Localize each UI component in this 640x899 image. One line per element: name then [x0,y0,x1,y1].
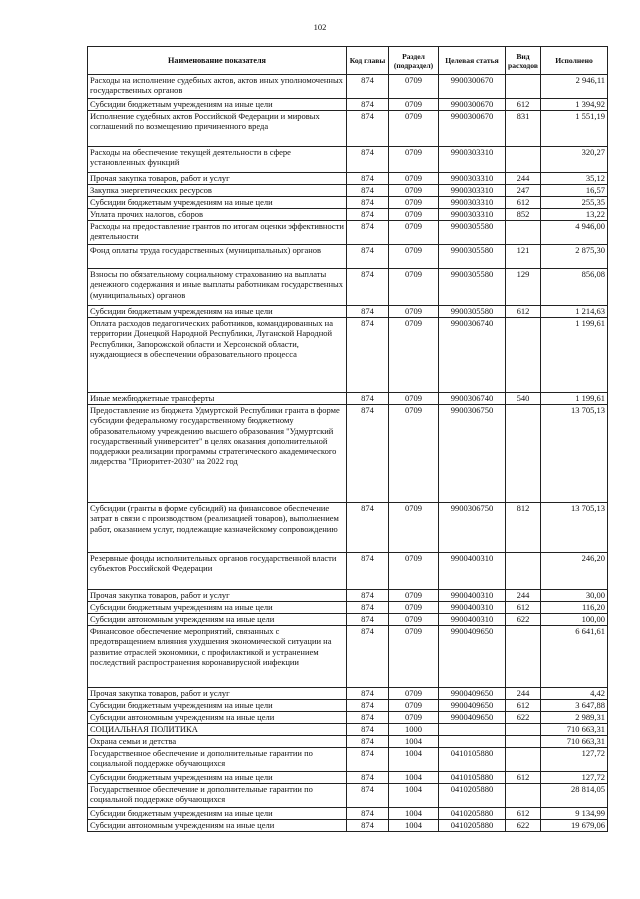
table-row [88,99,608,111]
row-code-cell: 874 [347,221,389,245]
row-expense-type-cell: 831 [506,111,541,147]
row-name-cell: Прочая закупка товаров, работ и услуг [88,173,347,185]
row-expense-type-cell: 622 [506,820,541,832]
row-section-cell: 0709 [389,700,439,712]
row-amount-cell: 710 663,31 [541,724,608,736]
table-row [88,393,608,405]
row-code-cell: 874 [347,209,389,221]
row-expense-type-cell [506,553,541,590]
row-code-cell: 874 [347,602,389,614]
table-row [88,245,608,269]
table-row [88,784,608,808]
table-row [88,700,608,712]
row-name-cell: Исполнение судебных актов Российской Федерации и мировых соглашений по возмещению причиненного вреда [88,111,347,147]
row-amount-cell: 4 946,00 [541,221,608,245]
row-section-cell: 0709 [389,626,439,688]
row-code-cell: 874 [347,712,389,724]
row-article-cell: 9900409650 [439,700,506,712]
row-name-cell: Финансовое обеспечение мероприятий, связанных с предотвращением влияния ухудшения экономической ситуации на развитие отраслей экономики, с профилактикой и устранением последствий распространения коронавирусной инфекции [88,626,347,688]
row-section-cell: 0709 [389,553,439,590]
row-code-cell: 874 [347,736,389,748]
row-amount-cell: 100,00 [541,614,608,626]
row-name-cell: Субсидии бюджетным учреждениям на иные цели [88,197,347,209]
row-section-cell: 0709 [389,712,439,724]
row-expense-type-cell [506,626,541,688]
row-amount-cell: 16,57 [541,185,608,197]
row-name-cell: Субсидии автономным учреждениям на иные цели [88,712,347,724]
header-code: Код главы [347,47,389,75]
row-expense-type-cell: 622 [506,614,541,626]
header-name: Наименование показателя [88,47,347,75]
row-article-cell: 9900409650 [439,688,506,700]
row-name-cell: Субсидии бюджетным учреждениям на иные цели [88,700,347,712]
row-article-cell: 9900400310 [439,614,506,626]
row-name-cell: Прочая закупка товаров, работ и услуг [88,688,347,700]
row-amount-cell: 6 641,61 [541,626,608,688]
row-amount-cell: 28 814,05 [541,784,608,808]
row-article-cell: 9900409650 [439,626,506,688]
row-amount-cell: 1 394,92 [541,99,608,111]
row-code-cell: 874 [347,626,389,688]
row-expense-type-cell: 622 [506,712,541,724]
table-row [88,626,608,688]
row-name-cell: Государственное обеспечение и дополнительные гарантии по социальной поддержке обучающихся [88,748,347,772]
row-code-cell: 874 [347,614,389,626]
row-name-cell: Субсидии бюджетным учреждениям на иные цели [88,602,347,614]
row-amount-cell: 1 551,19 [541,111,608,147]
row-name-cell: Резервные фонды исполнительных органов государственной власти субъектов Российской Федерации [88,553,347,590]
table-row [88,748,608,772]
row-article-cell: 9900300670 [439,99,506,111]
row-code-cell: 874 [347,245,389,269]
row-section-cell: 0709 [389,173,439,185]
row-amount-cell: 2 989,31 [541,712,608,724]
row-amount-cell: 2 946,11 [541,75,608,99]
row-expense-type-cell [506,318,541,393]
row-amount-cell: 1 199,61 [541,393,608,405]
row-code-cell: 874 [347,808,389,820]
table-row [88,553,608,590]
table-header-row [88,47,608,75]
row-name-cell: Оплата расходов педагогических работников, командированных на территории Донецкой Народной Республики, Луганской Народной Республики, Запорожской области и Херсонской области, нуждающиеся в обеспечении образовательного процесса [88,318,347,393]
row-code-cell: 874 [347,111,389,147]
table-row [88,736,608,748]
header-article: Целевая статья [439,47,506,75]
table-row [88,590,608,602]
table-body [88,75,608,832]
row-expense-type-cell: 129 [506,269,541,306]
row-amount-cell: 13 705,13 [541,503,608,553]
table-row [88,503,608,553]
row-article-cell: 9900305580 [439,221,506,245]
table-row [88,75,608,99]
row-code-cell: 874 [347,688,389,700]
row-section-cell: 0709 [389,245,439,269]
row-expense-type-cell [506,784,541,808]
row-code-cell: 874 [347,724,389,736]
row-code-cell: 874 [347,820,389,832]
row-article-cell: 9900303310 [439,209,506,221]
row-code-cell: 874 [347,173,389,185]
row-section-cell: 1004 [389,748,439,772]
row-expense-type-cell [506,221,541,245]
row-section-cell: 0709 [389,405,439,503]
row-section-cell: 1004 [389,784,439,808]
row-code-cell: 874 [347,405,389,503]
row-expense-type-cell: 540 [506,393,541,405]
row-code-cell: 874 [347,700,389,712]
row-code-cell: 874 [347,748,389,772]
row-expense-type-cell: 612 [506,306,541,318]
row-amount-cell: 13,22 [541,209,608,221]
row-name-cell: Государственное обеспечение и дополнительные гарантии по социальной поддержке обучающихся [88,784,347,808]
row-amount-cell: 856,08 [541,269,608,306]
row-section-cell: 1004 [389,772,439,784]
row-section-cell: 0709 [389,269,439,306]
row-amount-cell: 35,12 [541,173,608,185]
row-name-cell: Субсидии автономным учреждениям на иные цели [88,614,347,626]
row-article-cell: 9900303310 [439,185,506,197]
row-code-cell: 874 [347,99,389,111]
row-code-cell: 874 [347,147,389,173]
row-section-cell: 0709 [389,602,439,614]
row-section-cell: 1004 [389,736,439,748]
row-section-cell: 0709 [389,75,439,99]
table-row [88,306,608,318]
row-code-cell: 874 [347,185,389,197]
row-article-cell [439,736,506,748]
row-section-cell: 0709 [389,318,439,393]
row-name-cell: Субсидии автономным учреждениям на иные цели [88,820,347,832]
row-amount-cell: 1 214,63 [541,306,608,318]
row-amount-cell: 255,35 [541,197,608,209]
table-row [88,602,608,614]
row-expense-type-cell: 247 [506,185,541,197]
row-article-cell: 9900400310 [439,553,506,590]
table-row [88,111,608,147]
row-expense-type-cell: 612 [506,99,541,111]
row-section-cell: 0709 [389,614,439,626]
row-section-cell: 0709 [389,197,439,209]
row-article-cell: 9900305580 [439,269,506,306]
row-name-cell: Взносы по обязательному социальному страхованию на выплаты денежного содержания и иные выплаты работникам государственных (муниципальных) органов [88,269,347,306]
row-amount-cell: 320,27 [541,147,608,173]
row-section-cell: 0709 [389,99,439,111]
row-amount-cell: 4,42 [541,688,608,700]
header-expense-type: Вид расходов [506,47,541,75]
row-section-cell: 0709 [389,503,439,553]
row-article-cell: 9900300670 [439,75,506,99]
row-article-cell: 9900305580 [439,245,506,269]
row-article-cell: 9900306750 [439,405,506,503]
row-name-cell: Расходы на обеспечение текущей деятельности в сфере установленных функций [88,147,347,173]
table-row [88,147,608,173]
row-code-cell: 874 [347,393,389,405]
row-name-cell: Расходы на предоставление грантов по итогам оценки эффективности деятельности [88,221,347,245]
row-name-cell: Предоставление из бюджета Удмуртской Республики гранта в форме субсидии федеральному государственному бюджетному образовательному учреждению высшего образования "Удмуртский государственный университет" в целях оказания дополнительной поддержки реализации программы стратегического академического лидерства "Приоритет-2030" на 2022 год [88,405,347,503]
row-amount-cell: 246,20 [541,553,608,590]
row-amount-cell: 19 679,06 [541,820,608,832]
row-name-cell: Субсидии бюджетным учреждениям на иные цели [88,306,347,318]
row-article-cell: 9900303310 [439,147,506,173]
row-section-cell: 0709 [389,111,439,147]
row-expense-type-cell: 612 [506,772,541,784]
row-section-cell: 0709 [389,590,439,602]
row-article-cell: 0410105880 [439,748,506,772]
row-amount-cell: 127,72 [541,772,608,784]
row-article-cell: 9900300670 [439,111,506,147]
table-row [88,269,608,306]
row-article-cell [439,724,506,736]
row-section-cell: 0709 [389,221,439,245]
row-section-cell: 0709 [389,209,439,221]
row-expense-type-cell [506,405,541,503]
row-amount-cell: 710 663,31 [541,736,608,748]
table-row [88,209,608,221]
row-expense-type-cell [506,748,541,772]
table-row [88,185,608,197]
row-code-cell: 874 [347,197,389,209]
table-row [88,197,608,209]
table-row [88,221,608,245]
row-name-cell: Прочая закупка товаров, работ и услуг [88,590,347,602]
row-expense-type-cell: 244 [506,173,541,185]
row-name-cell: Закупка энергетических ресурсов [88,185,347,197]
row-article-cell: 0410105880 [439,772,506,784]
row-name-cell: СОЦИАЛЬНАЯ ПОЛИТИКА [88,724,347,736]
table-row [88,614,608,626]
expenditure-table [87,46,608,832]
row-section-cell: 0709 [389,306,439,318]
row-article-cell: 9900409650 [439,712,506,724]
row-article-cell: 0410205880 [439,808,506,820]
row-name-cell: Уплата прочих налогов, сборов [88,209,347,221]
table-row [88,772,608,784]
row-article-cell: 9900305580 [439,306,506,318]
row-expense-type-cell: 812 [506,503,541,553]
row-amount-cell: 3 647,88 [541,700,608,712]
table-row [88,712,608,724]
row-section-cell: 0709 [389,147,439,173]
row-article-cell: 9900303310 [439,173,506,185]
row-code-cell: 874 [347,784,389,808]
header-executed: Исполнено [541,47,608,75]
row-section-cell: 0709 [389,185,439,197]
row-expense-type-cell: 244 [506,590,541,602]
row-article-cell: 9900400310 [439,602,506,614]
row-expense-type-cell: 612 [506,808,541,820]
row-expense-type-cell: 121 [506,245,541,269]
row-code-cell: 874 [347,269,389,306]
row-amount-cell: 1 199,61 [541,318,608,393]
row-name-cell: Фонд оплаты труда государственных (муниципальных) органов [88,245,347,269]
row-expense-type-cell [506,147,541,173]
row-name-cell: Иные межбюджетные трансферты [88,393,347,405]
row-expense-type-cell [506,724,541,736]
table-row [88,820,608,832]
row-amount-cell: 2 875,30 [541,245,608,269]
row-name-cell: Охрана семьи и детства [88,736,347,748]
row-amount-cell: 127,72 [541,748,608,772]
row-article-cell: 9900400310 [439,590,506,602]
table-row [88,808,608,820]
row-section-cell: 1000 [389,724,439,736]
row-code-cell: 874 [347,318,389,393]
row-section-cell: 0709 [389,688,439,700]
row-article-cell: 9900303310 [439,197,506,209]
row-expense-type-cell: 852 [506,209,541,221]
row-expense-type-cell: 244 [506,688,541,700]
row-article-cell: 0410205880 [439,820,506,832]
row-name-cell: Субсидии бюджетным учреждениям на иные цели [88,808,347,820]
row-expense-type-cell: 612 [506,197,541,209]
header-section: Раздел (подраздел) [389,47,439,75]
row-code-cell: 874 [347,503,389,553]
row-expense-type-cell [506,75,541,99]
row-code-cell: 874 [347,590,389,602]
row-article-cell: 0410205880 [439,784,506,808]
row-article-cell: 9900306740 [439,393,506,405]
row-code-cell: 874 [347,553,389,590]
row-amount-cell: 116,20 [541,602,608,614]
row-article-cell: 9900306740 [439,318,506,393]
row-code-cell: 874 [347,306,389,318]
row-section-cell: 0709 [389,393,439,405]
table-row [88,405,608,503]
table-row [88,318,608,393]
row-amount-cell: 13 705,13 [541,405,608,503]
table-row [88,688,608,700]
row-code-cell: 874 [347,75,389,99]
row-article-cell: 9900306750 [439,503,506,553]
row-name-cell: Субсидии (гранты в форме субсидий) на финансовое обеспечение затрат в связи с производством (реализацией товаров), выполнением работ, оказанием услуг, подлежащие казначейскому сопровождению [88,503,347,553]
row-expense-type-cell: 612 [506,700,541,712]
row-amount-cell: 30,00 [541,590,608,602]
row-name-cell: Субсидии бюджетным учреждениям на иные цели [88,772,347,784]
page-number: 102 [313,22,327,32]
row-expense-type-cell [506,736,541,748]
row-name-cell: Расходы на исполнение судебных актов, актов иных уполномоченных государственных органов [88,75,347,99]
row-section-cell: 1004 [389,820,439,832]
row-section-cell: 1004 [389,808,439,820]
table-row [88,173,608,185]
table-row [88,724,608,736]
row-amount-cell: 9 134,99 [541,808,608,820]
row-name-cell: Субсидии бюджетным учреждениям на иные цели [88,99,347,111]
row-expense-type-cell: 612 [506,602,541,614]
row-code-cell: 874 [347,772,389,784]
